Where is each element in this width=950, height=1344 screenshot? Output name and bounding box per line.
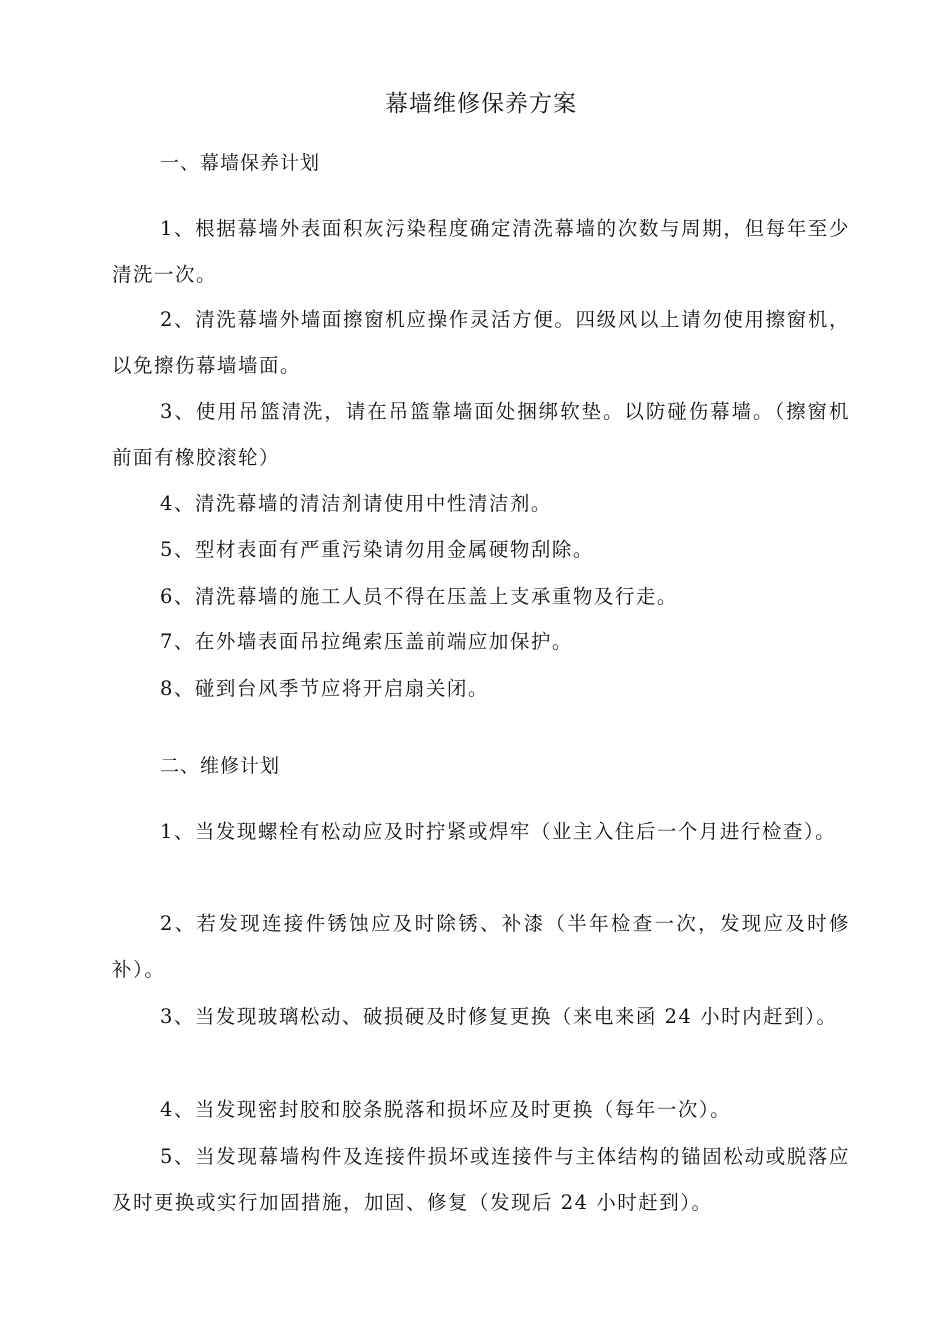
section-heading-repair-plan: 二、维修计划 — [160, 755, 281, 777]
list-item: 3、当发现玻璃松动、破损硬及时修复更换（来电来函 24 小时内赶到）。 — [160, 1005, 838, 1028]
list-item: 3、使用吊篮清洗，请在吊篮靠墙面处捆绑软垫。以防碰伤幕墙。（擦窗机前面有橡胶滚轮） — [112, 400, 850, 469]
list-item: 4、清洗幕墙的清洁剂请使用中性清洁剂。 — [160, 492, 552, 515]
list-item: 1、根据幕墙外表面积灰污染程度确定清洗幕墙的次数与周期，但每年至少清洗一次。 — [112, 217, 850, 286]
list-item: 4、当发现密封胶和胶条脱落和损坏应及时更换（每年一次）。 — [160, 1098, 732, 1121]
list-item: 6、清洗幕墙的施工人员不得在压盖上支承重物及行走。 — [160, 585, 678, 608]
list-item: 2、若发现连接件锈蚀应及时除锈、补漆（半年检查一次，发现应及时修补）。 — [112, 912, 850, 981]
list-item: 5、当发现幕墙构件及连接件损坏或连接件与主体结构的锚固松动或脱落应及时更换或实行加固措施，加固、修复（发现后 24 小时赶到）。 — [112, 1145, 850, 1214]
list-item: 2、清洗幕墙外墙面擦窗机应操作灵活方便。四级风以上请勿使用擦窗机，以免擦伤幕墙墙面。 — [112, 308, 850, 377]
section-heading-maintenance-plan: 一、幕墙保养计划 — [160, 152, 321, 174]
list-item: 5、型材表面有严重污染请勿用金属硬物刮除。 — [160, 538, 594, 561]
list-item: 8、碰到台风季节应将开启扇关闭。 — [160, 677, 489, 700]
list-item: 1、当发现螺栓有松动应及时拧紧或焊牢（业主入住后一个月进行检查）。 — [160, 820, 837, 843]
document-title: 幕墙维修保养方案 — [385, 91, 577, 117]
list-item: 7、在外墙表面吊拉绳索压盖前端应加保护。 — [160, 630, 573, 653]
